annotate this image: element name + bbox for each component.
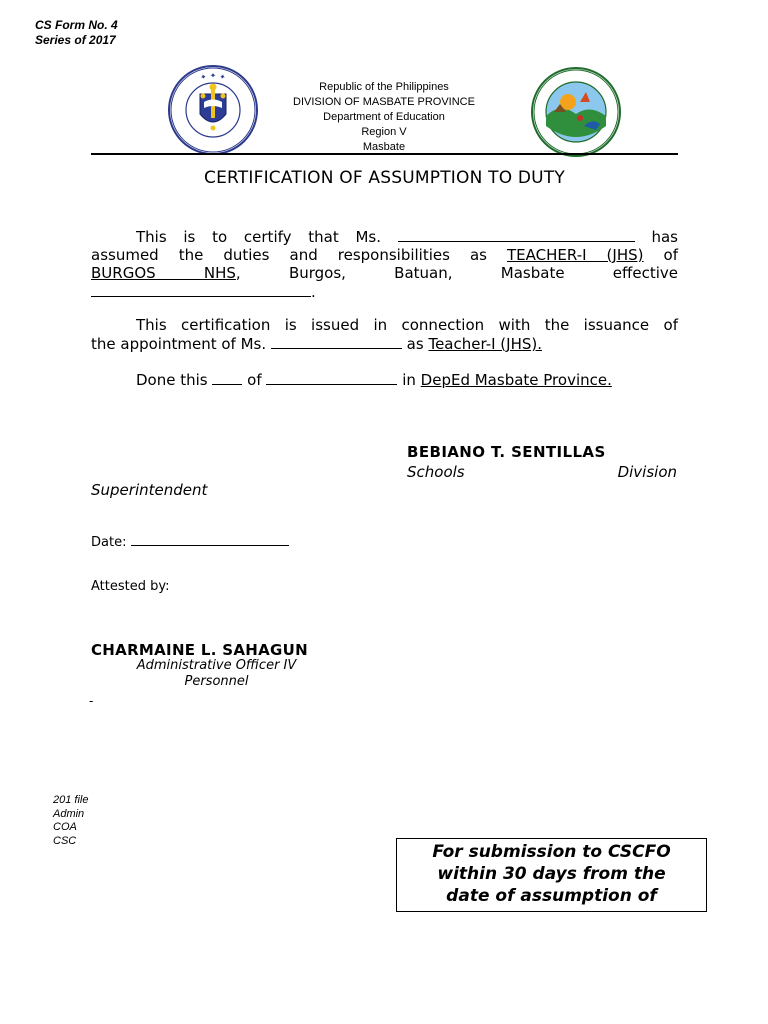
signatory-title: Schools Division: [407, 463, 677, 481]
date-field: [91, 533, 289, 550]
paragraph-line: [91, 227, 678, 246]
header-rule: [91, 153, 678, 155]
paragraph-line: [91, 334, 678, 353]
paragraph-text: as: [406, 335, 424, 353]
school-value: BURGOS NHS: [91, 264, 236, 282]
form-series-label: Series of 2017: [35, 33, 116, 47]
paragraph-text: This is to certify that Ms.: [136, 228, 381, 246]
paragraph-text: the appointment of Ms.: [91, 335, 267, 353]
paragraph-text: in: [402, 371, 416, 389]
paragraph-line: [91, 264, 678, 282]
paragraph-text: assumed the duties and responsibilities as: [91, 246, 487, 264]
place-value: DepEd Masbate Province.: [420, 371, 612, 389]
paragraph-text: of: [663, 246, 678, 264]
paragraph-line: [91, 370, 678, 389]
notice-line: For submission to CSCFO: [432, 842, 671, 862]
signatory-name: BEBIANO T. SENTILLAS: [407, 443, 606, 461]
date-blank[interactable]: [131, 533, 289, 546]
letterhead-region: Region V: [361, 126, 407, 138]
copy-item: Admin: [53, 807, 85, 820]
paragraph-text: , Burgos, Batuan, Masbate effective: [235, 264, 678, 282]
paragraph-text: Done this: [136, 371, 208, 389]
division-seal-icon: [530, 66, 622, 158]
copy-item: 201 file: [53, 794, 89, 806]
done-paragraph: [91, 370, 678, 389]
position-value: TEACHER-I (JHS): [507, 246, 644, 264]
paragraph-text: has: [651, 228, 678, 246]
month-blank[interactable]: [266, 370, 397, 385]
form-number: [35, 18, 118, 48]
submission-notice-box: [396, 838, 707, 912]
paragraph-text: .: [311, 283, 316, 301]
paragraph-line: This certification is issued in connection with the issuance of: [136, 316, 678, 334]
date-label: Date:: [91, 535, 127, 550]
attested-label: Attested by:: [91, 579, 170, 594]
appointee-blank[interactable]: [271, 334, 402, 349]
attester-name: CHARMAINE L. SAHAGUN: [91, 641, 308, 659]
letterhead-country: Republic of the Philippines: [319, 81, 449, 93]
paragraph-line: [91, 246, 678, 264]
attester-unit: Personnel: [184, 674, 249, 689]
letterhead-city: Masbate: [362, 141, 406, 153]
copy-item: COA: [53, 821, 77, 833]
certification-paragraph: [91, 227, 678, 301]
paragraph-line: [91, 282, 678, 301]
name-blank[interactable]: [398, 227, 635, 242]
paragraph-text: of: [247, 371, 262, 389]
form-number-label: CS Form No. 4: [35, 18, 118, 32]
letterhead-division: DIVISION OF MASBATE PROVINCE: [293, 96, 475, 108]
attester-title-block: [91, 658, 342, 690]
day-blank[interactable]: [212, 370, 242, 385]
effective-date-blank[interactable]: [91, 282, 311, 297]
signatory-title-continued: Superintendent: [91, 481, 208, 499]
letterhead-department: Department of Education: [323, 111, 445, 123]
svg-text:✦ ✦ ✦: ✦ ✦ ✦: [199, 71, 227, 83]
position-value: Teacher-I (JHS).: [428, 335, 542, 353]
letterhead: [234, 80, 534, 155]
document-title: CERTIFICATION OF ASSUMPTION TO DUTY: [204, 168, 565, 188]
notice-line: date of assumption of: [446, 886, 657, 906]
attester-title: Administrative Officer IV: [136, 658, 297, 673]
issuance-paragraph: [91, 316, 678, 353]
copy-furnished-list: [53, 794, 88, 848]
dash-mark: -: [89, 694, 94, 708]
notice-line: within 30 days from the: [437, 864, 666, 884]
copy-item: CSC: [53, 834, 77, 847]
